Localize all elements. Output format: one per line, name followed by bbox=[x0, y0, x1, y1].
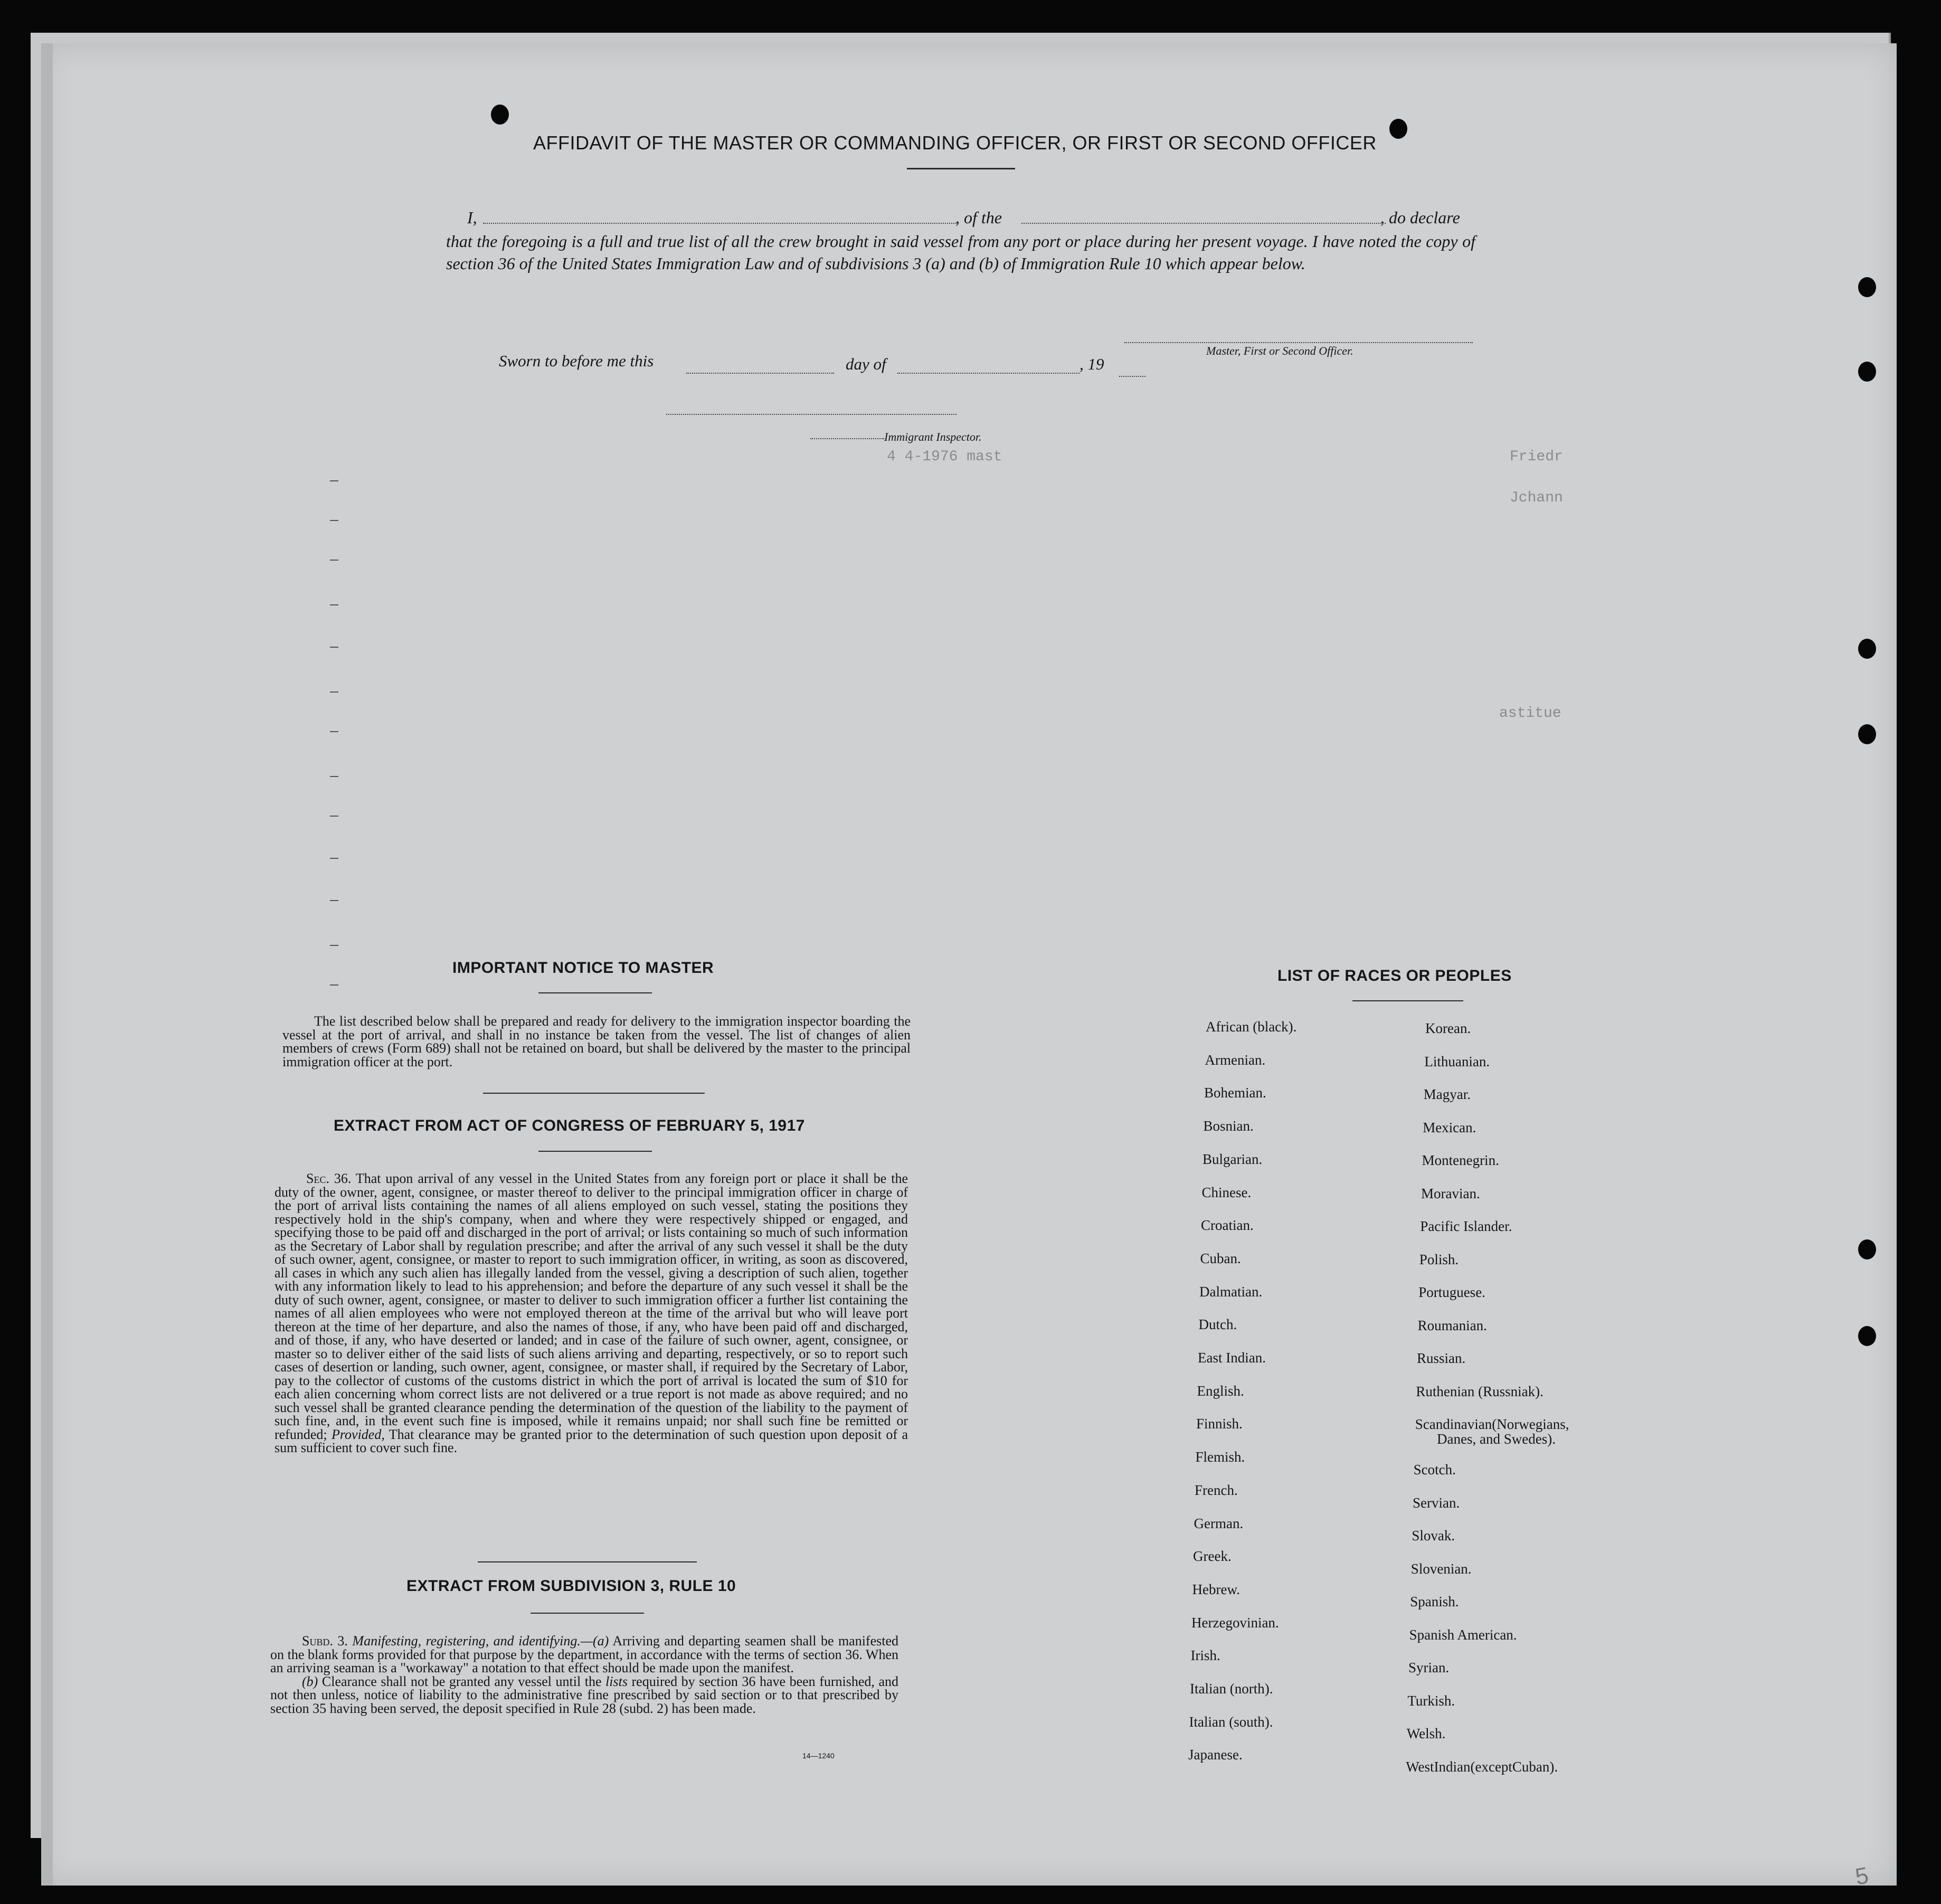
race-item: Italian (south). bbox=[1189, 1713, 1273, 1730]
notice-divider bbox=[483, 1093, 705, 1094]
races-heading: LIST OF RACES OR PEOPLES bbox=[1277, 967, 1512, 984]
race-item: Mexican. bbox=[1423, 1119, 1476, 1135]
race-item: Finnish. bbox=[1196, 1416, 1243, 1432]
punch-hole bbox=[491, 105, 509, 125]
act-rule bbox=[538, 1151, 652, 1152]
sworn-text: Sworn to before me this bbox=[499, 352, 654, 370]
day-blank[interactable] bbox=[686, 373, 834, 374]
race-item: Croatian. bbox=[1201, 1217, 1254, 1234]
affidavit-title: AFFIDAVIT OF THE MASTER OR COMMANDING OFFICER, OR FIRST OR SECOND OFFICER bbox=[533, 132, 1377, 154]
race-item: Japanese. bbox=[1188, 1747, 1243, 1763]
race-item: Slovak. bbox=[1412, 1528, 1455, 1543]
inspector-label: Immigrant Inspector. bbox=[884, 430, 982, 443]
year-blank[interactable] bbox=[1119, 376, 1145, 377]
signature-blank[interactable] bbox=[1124, 342, 1473, 343]
race-item: Dalmatian. bbox=[1199, 1283, 1263, 1300]
race-item: Korean. bbox=[1425, 1020, 1471, 1036]
punch-hole bbox=[1389, 119, 1407, 139]
punch-hole bbox=[1858, 1326, 1876, 1346]
punch-hole bbox=[1858, 639, 1876, 659]
day-of-text: day of bbox=[846, 355, 886, 373]
notice-heading: IMPORTANT NOTICE TO MASTER bbox=[452, 959, 714, 977]
race-item: Italian (north). bbox=[1190, 1681, 1273, 1697]
race-item: WestIndian(exceptCuban). bbox=[1406, 1758, 1558, 1775]
name-blank[interactable] bbox=[483, 223, 958, 224]
race-item: Hebrew. bbox=[1192, 1581, 1240, 1597]
document-page bbox=[41, 43, 1897, 1886]
declaration-line bbox=[446, 206, 1475, 229]
race-item: Servian. bbox=[1413, 1494, 1460, 1511]
notice-text: The list described below shall be prepared and ready for delivery to the immigration inspector boarding the vessel at the port of arrival, and shall in no instance be taken from the vessel. The list of changes of alien members of crews (Form 689) shall not be retained on board, but shall be delivered by the master to the principal immigration officer at the port. bbox=[282, 1013, 911, 1069]
race-item: German. bbox=[1194, 1515, 1244, 1531]
race-item: Spanish. bbox=[1410, 1594, 1459, 1609]
title-rule bbox=[907, 168, 1015, 169]
page-edge bbox=[41, 43, 53, 1886]
form-number: 14—1240 bbox=[802, 1751, 835, 1760]
signature-label: Master, First or Second Officer. bbox=[1206, 344, 1353, 357]
race-item: Roumanian. bbox=[1417, 1317, 1487, 1333]
inspector-dots bbox=[810, 438, 884, 439]
inspector-blank[interactable] bbox=[666, 414, 957, 415]
races-rule bbox=[1352, 1000, 1463, 1001]
race-item: Montenegrin. bbox=[1422, 1152, 1499, 1168]
notice-rule bbox=[538, 992, 652, 993]
page-mark: 5 bbox=[1853, 1862, 1871, 1890]
declare-suffix: , do declare bbox=[1380, 208, 1460, 227]
rule-heading: EXTRACT FROM SUBDIVISION 3, RULE 10 bbox=[406, 1577, 736, 1595]
rule-text: Subd. 3. Manifesting, registering, and identifying.—(a) Arriving and departing seamen shall be manifested on the blank forms provided for that purpose by the department, in accordance with the terms of section 36. When an arriving seaman is a "workaway" a notation to that effect should be made upon the manifest. (b) Clearance shall not be granted any vessel until the lists required by section 36 have been furnished, and not then unless, notice of liability to the administrative fine prescribed by said section or to that prescribed by section 35 having been served, the deposit specified in Rule 28 (subd. 2) has been made. bbox=[270, 1633, 899, 1716]
race-item: Chinese. bbox=[1201, 1184, 1252, 1200]
race-item: Scotch. bbox=[1413, 1462, 1456, 1477]
race-item: Lithuanian. bbox=[1424, 1053, 1490, 1069]
race-item: Scandinavian(Norwegians, bbox=[1415, 1416, 1569, 1432]
vessel-blank[interactable] bbox=[1021, 223, 1386, 224]
race-item: Magyar. bbox=[1423, 1086, 1471, 1102]
race-item: Syrian. bbox=[1408, 1660, 1450, 1675]
race-item: Bulgarian. bbox=[1203, 1151, 1263, 1167]
race-item: Cuban. bbox=[1200, 1250, 1241, 1266]
race-item: African (black). bbox=[1206, 1019, 1297, 1035]
race-item: Armenian. bbox=[1205, 1052, 1266, 1068]
race-item: Bohemian. bbox=[1204, 1085, 1266, 1101]
race-item: Ruthenian (Russniak). bbox=[1416, 1383, 1544, 1399]
race-item: Irish. bbox=[1190, 1647, 1220, 1664]
race-item: Dutch. bbox=[1198, 1316, 1237, 1333]
race-item: Polish. bbox=[1419, 1251, 1459, 1267]
act-text: Sec. 36. That upon arrival of any vessel in the United States from any foreign port or place it shall be the duty of the owner, agent, consignee, or master thereof to deliver to the principal immigration officer in charge of the port of arrival lists containing the names of all aliens employed on such vessel, stating the positions they respectively hold in the ship's company, when and where they were respectively shipped or engaged, and specifying those to be paid off and discharged in the port of arrival; or lists containing so much of such information as the Secretary of Labor shall by regulation prescribe; and after the arrival of any such vessel it shall be the duty of such owner, agent, consignee, or master to report to such immigration officer, in writing, as soon as discovered, all cases in which any such alien has illegally landed from the vessel, giving a description of such alien, together with any information likely to lead to his apprehension; and before the departure of any such vessel it shall be the duty of such owner, agent, consignee, or master to deliver to such immigration officer a further list containing the names of all alien employees who were not employed thereon at the time of the arrival but who will leave port thereon at the time of her departure, and also the names of those, if any, who have been paid off and discharged, and of those, if any, who have deserted or landed; and in case of the failure of such owner, agent, consignee, or master so to deliver either of the said lists of such aliens arriving and departing, respectively, or so to report such cases of desertion or landing, such owner, agent, consignee, or master shall, if required by the Secretary of Labor, pay to the collector of customs of the customs district in which the port of arrival is located the sum of $10 for each alien concerning whom correct lists are not delivered or a true report is not made as above required; and no such vessel shall be granted clearance pending the determination of the question of the liability to the payment of such fine, and, in the event such fine is imposed, while it remains unpaid; nor shall such fine be remitted or refunded; Provided, That clearance may be granted prior to the determination of such question upon deposit of a sum sufficient to cover such fine. bbox=[274, 1171, 908, 1455]
race-item: Danes, and Swedes). bbox=[1437, 1431, 1556, 1447]
punch-hole bbox=[1858, 724, 1876, 744]
month-blank[interactable] bbox=[897, 373, 1080, 374]
race-item: English. bbox=[1197, 1382, 1244, 1399]
race-item: Moravian. bbox=[1421, 1185, 1480, 1201]
vessel-prefix: , of the bbox=[955, 208, 1002, 227]
race-item: Slovenian. bbox=[1410, 1560, 1472, 1577]
race-item: Bosnian. bbox=[1203, 1118, 1254, 1134]
race-item: Portuguese. bbox=[1418, 1284, 1485, 1300]
declarant-prefix: I, bbox=[467, 208, 477, 227]
year-prefix: , 19 bbox=[1080, 355, 1104, 373]
race-item: Flemish. bbox=[1195, 1449, 1245, 1465]
affidavit-body: that the foregoing is a full and true list of all the crew brought in said vessel from any port or place during her present voyage. I have noted the copy of section 36 of the United States Immigration Law and of subdivisions 3 (a) and (b) of Immigration Rule 10 which appear below. bbox=[446, 232, 1475, 273]
punch-hole bbox=[1858, 1239, 1876, 1259]
race-item: East Indian. bbox=[1198, 1350, 1266, 1366]
act-divider bbox=[478, 1561, 697, 1562]
race-item: Turkish. bbox=[1407, 1692, 1455, 1709]
race-item: French. bbox=[1195, 1482, 1238, 1498]
race-item: Welsh. bbox=[1406, 1726, 1446, 1741]
rule-rule bbox=[531, 1613, 644, 1614]
act-heading: EXTRACT FROM ACT OF CONGRESS OF FEBRUARY 5, 1917 bbox=[334, 1117, 805, 1134]
punch-hole bbox=[1858, 277, 1876, 297]
race-item: Spanish American. bbox=[1409, 1626, 1517, 1643]
race-item: Pacific Islander. bbox=[1420, 1218, 1512, 1234]
race-item: Herzegovinian. bbox=[1191, 1614, 1279, 1631]
race-item: Greek. bbox=[1193, 1548, 1232, 1565]
race-item: Russian. bbox=[1417, 1350, 1466, 1366]
punch-hole bbox=[1858, 362, 1876, 382]
